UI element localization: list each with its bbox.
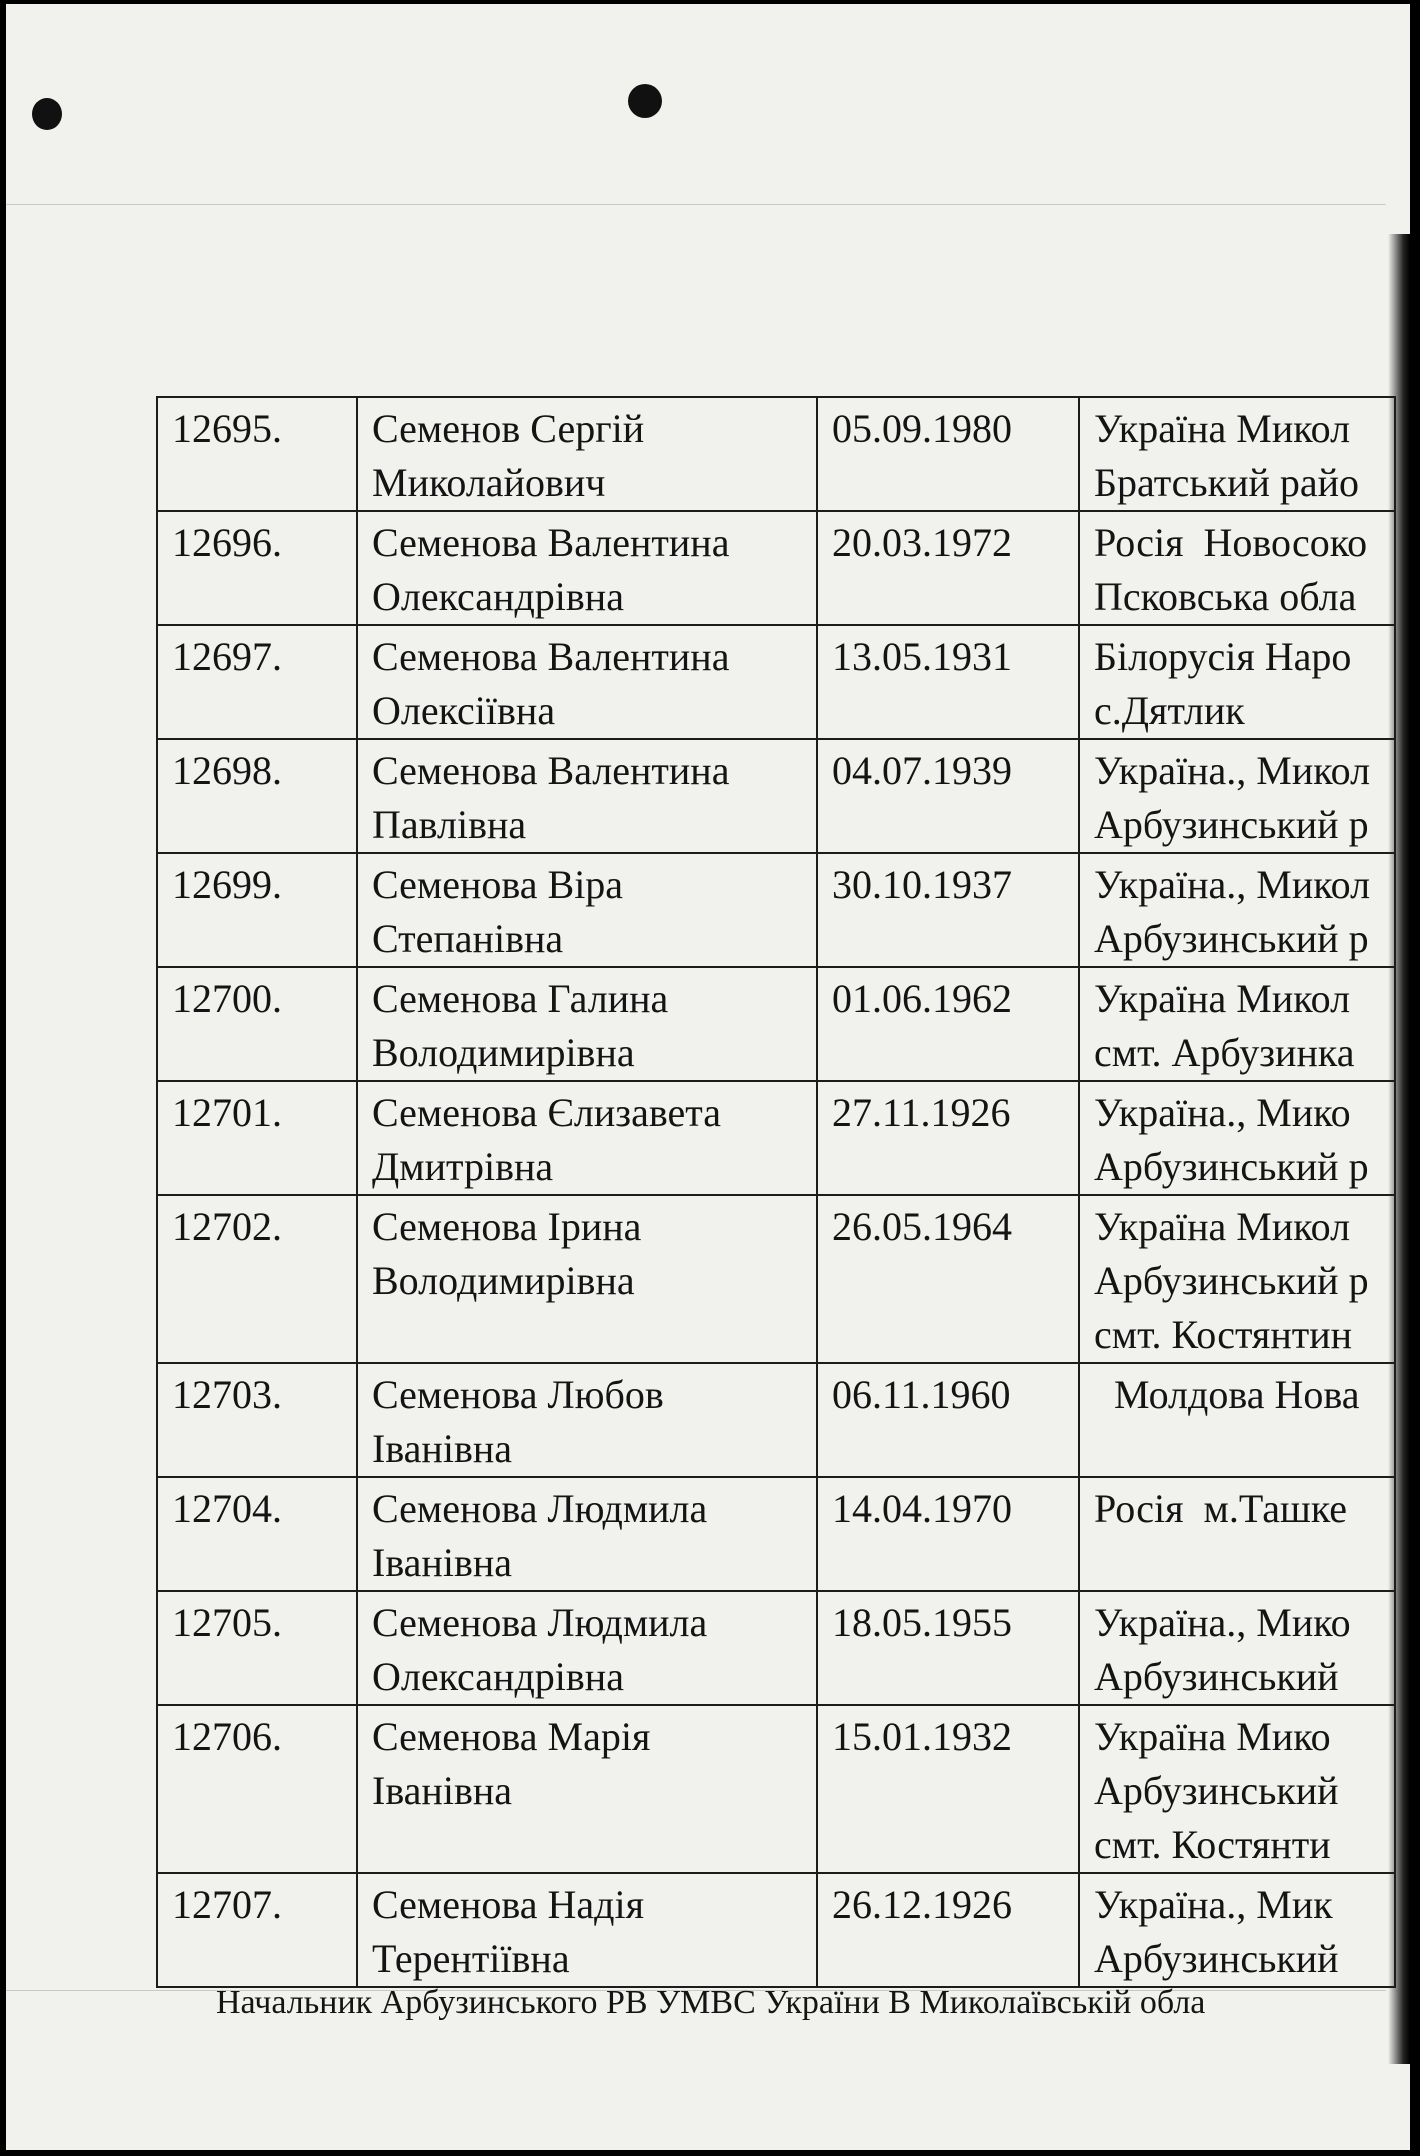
- birth-place-line: смт. Арбузинка: [1094, 1030, 1355, 1075]
- birth-place: [1079, 625, 1395, 739]
- birth-place: [1079, 1477, 1395, 1591]
- person-name: [357, 1477, 817, 1591]
- person-name-line: Степанівна: [372, 916, 564, 961]
- person-name: [357, 1081, 817, 1195]
- person-name: [357, 1705, 817, 1873]
- table-row: [157, 625, 1395, 739]
- person-name-line: Семенова Валентина: [372, 748, 730, 793]
- birth-place-line: Білорусія Наро: [1094, 634, 1352, 679]
- person-name-line: Павлівна: [372, 802, 527, 847]
- birth-place-line: Україна., Микол: [1094, 862, 1371, 907]
- person-name-line: Семенова Галина: [372, 976, 669, 1021]
- birth-place: [1079, 397, 1395, 511]
- birth-place-line: Росія м.Ташке: [1094, 1486, 1348, 1531]
- birth-place-line: Братський райо: [1094, 460, 1360, 505]
- person-name-line: Олександрівна: [372, 1654, 624, 1699]
- person-name-line: Семенова Віра: [372, 862, 624, 907]
- birth-place: [1079, 1873, 1395, 1987]
- person-name: [357, 511, 817, 625]
- table-row: [157, 511, 1395, 625]
- table-row: [157, 1477, 1395, 1591]
- table-row: [157, 1705, 1395, 1873]
- birth-place-line: Арбузинський р: [1094, 1144, 1369, 1189]
- record-number: 12707.: [157, 1873, 357, 1987]
- person-name: [357, 1363, 817, 1477]
- birth-place-line: Арбузинський р: [1094, 1258, 1369, 1303]
- birth-place-line: Псковська обла: [1094, 574, 1357, 619]
- person-name: [357, 967, 817, 1081]
- person-name: [357, 739, 817, 853]
- person-name: [357, 1591, 817, 1705]
- birth-place-line: Україна., Мик: [1094, 1882, 1333, 1927]
- record-number: 12698.: [157, 739, 357, 853]
- record-number: 12701.: [157, 1081, 357, 1195]
- birth-date: 26.12.1926: [817, 1873, 1079, 1987]
- person-name-line: Семенова Єлизавета: [372, 1090, 721, 1135]
- table-row: [157, 1195, 1395, 1363]
- person-name: [357, 625, 817, 739]
- record-number: 12703.: [157, 1363, 357, 1477]
- birth-date: 04.07.1939: [817, 739, 1079, 853]
- birth-place-line: Арбузинський: [1094, 1936, 1339, 1981]
- table-row: [157, 1591, 1395, 1705]
- table-row: [157, 853, 1395, 967]
- birth-date: 20.03.1972: [817, 511, 1079, 625]
- birth-date: 14.04.1970: [817, 1477, 1079, 1591]
- person-name-line: Семенова Людмила: [372, 1600, 708, 1645]
- person-name-line: Семенова Надія: [372, 1882, 645, 1927]
- fold-line-top: [6, 204, 1386, 205]
- birth-place-line: Арбузинський: [1094, 1654, 1339, 1699]
- table-row: [157, 397, 1395, 511]
- birth-place-line: Україна Микол: [1094, 406, 1351, 451]
- birth-date: 01.06.1962: [817, 967, 1079, 1081]
- birth-date: 18.05.1955: [817, 1591, 1079, 1705]
- person-name-line: Семенова Марія: [372, 1714, 651, 1759]
- birth-place-line: Арбузинський р: [1094, 802, 1369, 847]
- birth-place: [1079, 1195, 1395, 1363]
- person-name-line: Дмитрівна: [372, 1144, 554, 1189]
- person-name-line: Олексіївна: [372, 688, 556, 733]
- birth-place: [1079, 1081, 1395, 1195]
- person-name-line: Семенова Валентина: [372, 520, 730, 565]
- person-name-line: Семенова Людмила: [372, 1486, 708, 1531]
- birth-place-line: Молдова Нова: [1094, 1372, 1360, 1417]
- birth-place-line: Україна., Мико: [1094, 1600, 1351, 1645]
- birth-place-line: Україна Микол: [1094, 1204, 1351, 1249]
- person-name: [357, 853, 817, 967]
- birth-place-line: смт. Костянтин: [1094, 1312, 1353, 1357]
- birth-place: [1079, 967, 1395, 1081]
- birth-place: [1079, 1705, 1395, 1873]
- birth-place-line: с.Дятлик: [1094, 688, 1245, 733]
- person-name-line: Семенов Сергій: [372, 406, 645, 451]
- birth-date: 30.10.1937: [817, 853, 1079, 967]
- person-name-line: Іванівна: [372, 1540, 512, 1585]
- birth-date: 06.11.1960: [817, 1363, 1079, 1477]
- birth-place: [1079, 739, 1395, 853]
- birth-place-line: Україна., Мико: [1094, 1090, 1351, 1135]
- person-name-line: Іванівна: [372, 1426, 512, 1471]
- birth-place-line: Україна Мико: [1094, 1714, 1331, 1759]
- record-number: 12705.: [157, 1591, 357, 1705]
- birth-place: [1079, 1363, 1395, 1477]
- birth-date: 26.05.1964: [817, 1195, 1079, 1363]
- record-number: 12699.: [157, 853, 357, 967]
- person-name-line: Володимирівна: [372, 1030, 635, 1075]
- person-name-line: Іванівна: [372, 1768, 512, 1813]
- person-name-line: Семенова Ірина: [372, 1204, 642, 1249]
- person-name-line: Семенова Валентина: [372, 634, 730, 679]
- birth-date: 13.05.1931: [817, 625, 1079, 739]
- birth-place: [1079, 1591, 1395, 1705]
- birth-date: 15.01.1932: [817, 1705, 1079, 1873]
- table-row: [157, 1081, 1395, 1195]
- person-name-line: Семенова Любов: [372, 1372, 664, 1417]
- signature-line: Начальник Арбузинського РВ УМВС України В Миколаївській обла: [216, 1984, 1206, 2021]
- record-number: 12700.: [157, 967, 357, 1081]
- birth-place-line: Україна., Микол: [1094, 748, 1371, 793]
- record-number: 12706.: [157, 1705, 357, 1873]
- record-number: 12696.: [157, 511, 357, 625]
- record-number: 12695.: [157, 397, 357, 511]
- table-row: [157, 1873, 1395, 1987]
- table-row: [157, 1363, 1395, 1477]
- birth-place-line: Росія Новосоко: [1094, 520, 1368, 565]
- person-name-line: Миколайович: [372, 460, 606, 505]
- person-name-line: Терентіївна: [372, 1936, 570, 1981]
- birth-date: 05.09.1980: [817, 397, 1079, 511]
- birth-place-line: Арбузинський р: [1094, 916, 1369, 961]
- person-name-line: Олександрівна: [372, 574, 624, 619]
- birth-place: [1079, 511, 1395, 625]
- birth-place-line: смт. Костянти: [1094, 1822, 1331, 1867]
- punch-hole-right: [628, 84, 662, 118]
- table-row: [157, 739, 1395, 853]
- record-number: 12704.: [157, 1477, 357, 1591]
- record-number: 12702.: [157, 1195, 357, 1363]
- birth-date: 27.11.1926: [817, 1081, 1079, 1195]
- register-table-body: [157, 397, 1395, 1987]
- register-table: [156, 396, 1396, 1988]
- person-name-line: Володимирівна: [372, 1258, 635, 1303]
- birth-place: [1079, 853, 1395, 967]
- record-number: 12697.: [157, 625, 357, 739]
- table-row: [157, 967, 1395, 1081]
- punch-hole-left: [32, 98, 62, 130]
- person-name: [357, 1195, 817, 1363]
- birth-place-line: Арбузинський: [1094, 1768, 1339, 1813]
- person-name: [357, 1873, 817, 1987]
- birth-place-line: Україна Микол: [1094, 976, 1351, 1021]
- person-name: [357, 397, 817, 511]
